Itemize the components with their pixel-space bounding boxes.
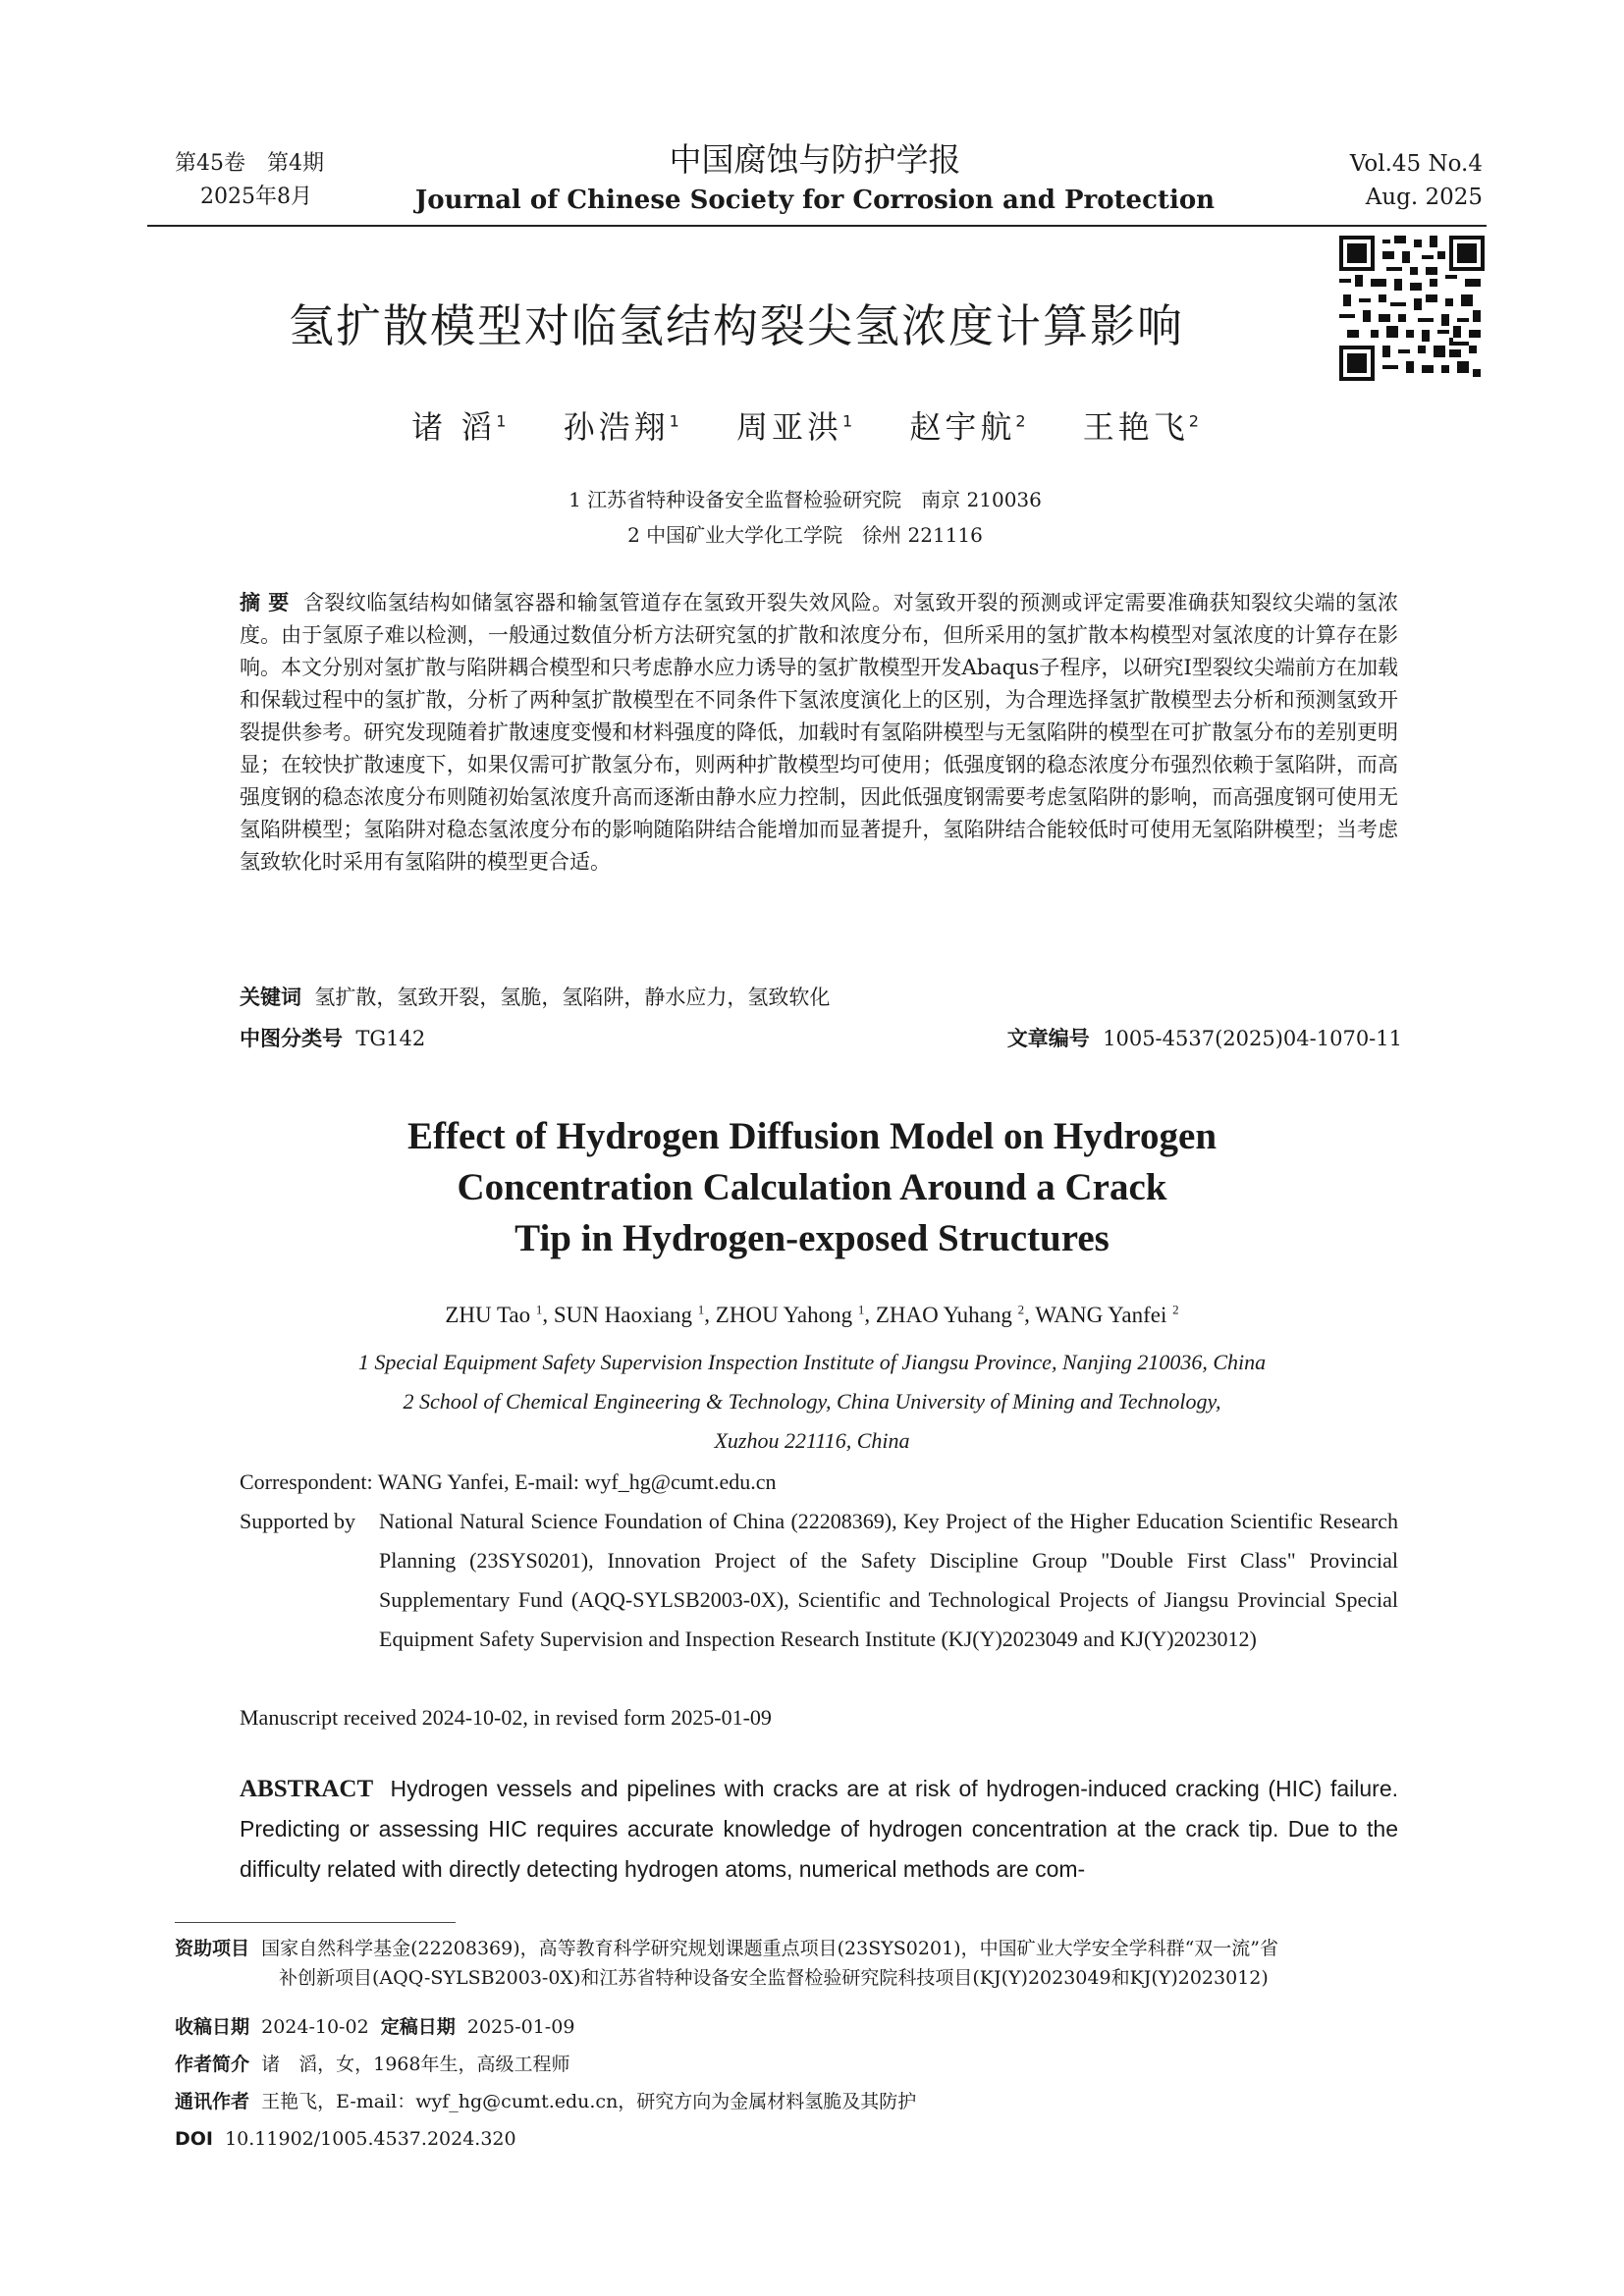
- author-cn: 王艳飞$^2$: [1082, 408, 1199, 446]
- qr-code-icon: [1339, 236, 1485, 381]
- author-cn: 诸 滔$^1$: [411, 408, 507, 446]
- classification-number: 中图分类号 TG142: [240, 1027, 426, 1050]
- article-number: 文章编号 1005-4537(2025)04-1070-11: [1006, 1027, 1402, 1050]
- author-en: ZHOU Yahong $^1$: [715, 1302, 865, 1327]
- manuscript-dates: Manuscript received 2024-10-02, in revised form 2025-01-09: [240, 1705, 772, 1730]
- header-date: 2025年8月: [200, 185, 312, 209]
- abstract-cn-label: 摘 要: [240, 591, 290, 614]
- correspondent: Correspondent: WANG Yanfei, E-mail: wyf_hg@cumt.edu.cn: [240, 1469, 777, 1494]
- author-list-en: ZHU Tao $^1$, SUN Haoxiang $^1$, ZHOU Yahong $^1$, ZHAO Yuhang $^2$, WANG Yanfei $^2$: [445, 1302, 1179, 1327]
- funding-en-label: Supported by: [240, 1509, 355, 1533]
- header-divider: [147, 225, 1487, 227]
- article-title-cn: 氢扩散模型对临氢结构裂尖氢浓度计算影响: [289, 299, 1184, 352]
- journal-name: [393, 137, 1237, 218]
- title-en-line: Concentration Calculation Around a Crack: [457, 1166, 1167, 1208]
- author-en: SUN Haoxiang $^1$: [553, 1302, 705, 1327]
- header-month: Aug. 2025: [1365, 185, 1483, 210]
- header-vol: Vol.45 No.4: [1349, 151, 1483, 177]
- affiliation-cn-2: 2 中国矿业大学化工学院 徐州 221116: [627, 523, 983, 547]
- journal-name-cn: 中国腐蚀与防护学报: [669, 140, 961, 179]
- footnote-funding: 资助项目 国家自然科学基金(22208369)，高等教育科学研究规划课题重点项目(23SYS0201)，中国矿业大学安全学科群“双一流”省 补创新项目(AQQ-SYLSB2003-0X)和江苏省特种设备安全监督检验研究院科技项目(KJ(Y)2023049和KJ(Y)2023012): [175, 1938, 1279, 1989]
- keywords-cn-text: 氢扩散，氢致开裂，氢脆，氢陷阱，静水应力，氢致软化: [314, 986, 831, 1009]
- author-cn: 赵宇航$^2$: [909, 408, 1026, 446]
- footnote-author: 作者简介 诸 滔，女，1968年生，高级工程师: [175, 2054, 570, 2075]
- author-en: WANG Yanfei $^2$: [1035, 1302, 1179, 1327]
- affiliation-cn-1: 1 江苏省特种设备安全监督检验研究院 南京 210036: [568, 488, 1042, 511]
- affiliation-en-1: 1 Special Equipment Safety Supervision Inspection Institute of Jiangsu Province, Nanjing 210036, China: [357, 1350, 1267, 1374]
- funding-en: [240, 1502, 1398, 1659]
- title-en-line: Tip in Hydrogen-exposed Structures: [514, 1217, 1110, 1259]
- footnote-corresponding: 通讯作者 王艳飞，E-mail：wyf_hg@cumt.edu.cn，研究方向为金属材料氢脆及其防护: [175, 2091, 917, 2112]
- author-cn: 周亚洪$^1$: [735, 408, 853, 446]
- author-list-cn: [147, 402, 1463, 448]
- title-en-line: Effect of Hydrogen Diffusion Model on Hydrogen: [406, 1115, 1218, 1157]
- keywords-cn-label: 关键词: [240, 986, 301, 1009]
- keywords-cn: [240, 982, 1398, 1014]
- author-cn: 孙浩翔$^1$: [563, 408, 679, 446]
- footnote-divider: [175, 1922, 456, 1923]
- abstract-en-text: Hydrogen vessels and pipelines with cracks are at risk of hydrogen-induced cracking (HIC) failure. Predicting or assessing HIC requires accurate knowledge of hydrogen concentration at the crack tip. Due to the difficulty related with directly detecting hydrogen atoms, numerical methods are com-: [240, 1776, 1399, 1882]
- abstract-en: [240, 1769, 1398, 1890]
- affiliation-en-2: 2 School of Chemical Engineering & Technology, China University of Mining and Technology,: [403, 1389, 1221, 1414]
- author-en: ZHU Tao $^1$: [445, 1302, 543, 1327]
- abstract-cn-text: 含裂纹临氢结构如储氢容器和输氢管道存在氢致开裂失效风险。对氢致开裂的预测或评定需要准确获知裂纹尖端的氢浓度。由于氢原子难以检测，一般通过数值分析方法研究氢的扩散和浓度分布，但所采用的氢扩散本构模型对氢浓度的计算存在影响。本文分别对氢扩散与陷阱耦合模型和只考虑静水应力诱导的氢扩散模型开发Abaqus子程序，以研究I型裂纹尖端前方在加载和保载过程中的氢扩散，分析了两种氢扩散模型在不同条件下氢浓度演化上的区别，为合理选择氢扩散模型去分析和预测氢致开裂提供参考。研究发现随着扩散速度变慢和材料强度的降低，加载时有氢陷阱模型与无氢陷阱的模型在可扩散氢分布的差别更明显；在较快扩散速度下，如果仅需可扩散氢分布，则两种扩散模型均可使用；低强度钢的稳态浓度分布强烈依赖于氢陷阱，而高强度钢的稳态浓度分布则随初始氢浓度升高而逐渐由静水应力控制，因此低强度钢需要考虑氢陷阱的影响，而高强度钢可使用无氢陷阱模型；氢陷阱对稳态氢浓度分布的影响随陷阱结合能增加而显著提升，氢陷阱结合能较低时可使用无氢陷阱模型；当考虑氢致软化时采用有氢陷阱的模型更合适。: [240, 591, 1398, 874]
- footnote-dates: 收稿日期 2024-10-02 定稿日期 2025-01-09: [175, 2016, 575, 2038]
- abstract-cn: [240, 587, 1398, 879]
- funding-en-text: National Natural Science Foundation of China (22208369), Key Project of the Higher Education Scientific Research Planning (23SYS0201), Innovation Project of the Safety Discipline Group "Double First Class" Provincial Supplementary Fund (AQQ-SYLSB2003-0X), Scientific and Technological Projects of Jiangsu Provincial Special Equipment Safety Supervision and Inspection Research Institute (KJ(Y)2023049 and KJ(Y)2023012): [379, 1509, 1398, 1651]
- journal-name-en: Journal of Chinese Society for Corrosion and Protection: [414, 186, 1216, 215]
- header-volume: 第45卷 第4期: [175, 151, 324, 176]
- header-volume-issue: [175, 147, 324, 214]
- footnote-doi: DOI 10.11902/1005.4537.2024.320: [175, 2128, 516, 2150]
- abstract-en-label: ABSTRACT: [240, 1776, 374, 1802]
- author-en: ZHAO Yuhang $^2$: [875, 1302, 1025, 1327]
- article-title-en: [147, 1111, 1477, 1264]
- affiliation-en-2-city: Xuzhou 221116, China: [714, 1428, 910, 1453]
- header-vol-no: [1350, 147, 1483, 214]
